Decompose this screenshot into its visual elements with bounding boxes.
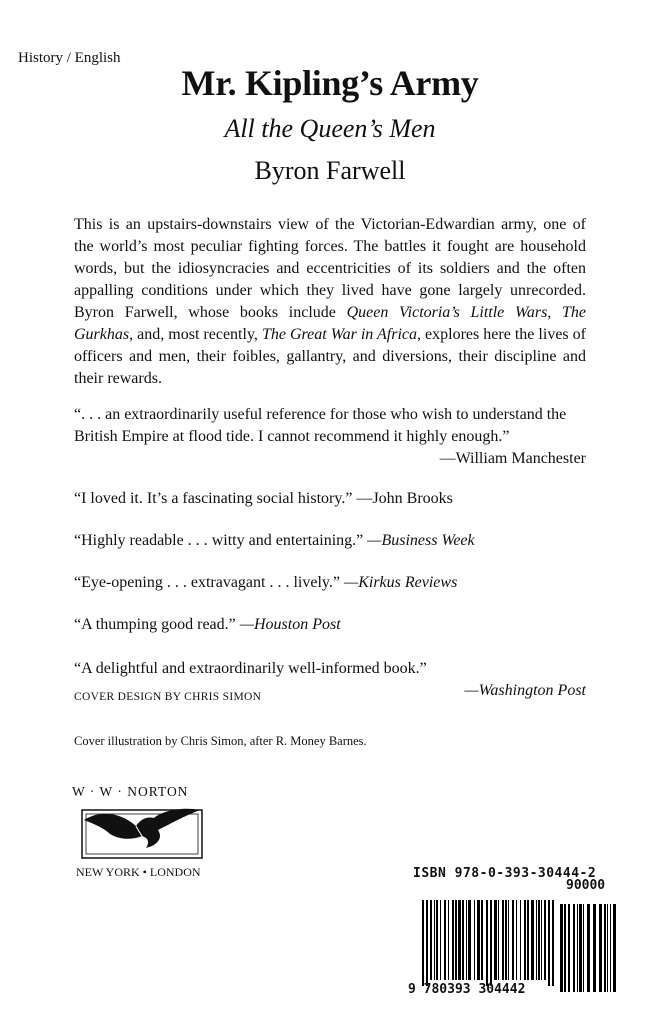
review-quote [74, 572, 586, 594]
review-text: “A thumping good read.” [74, 616, 240, 633]
publisher-name: W · W · NORTON [72, 784, 189, 799]
norton-seagull-logo-icon [80, 800, 204, 860]
blurb-part-1: This is an upstairs-downstairs view of the Victorian-Edwardian army, one of the world’s most peculiar fighting forces. The battles it fought are household words, but the idiosyncracies and eccentricities of its soldiers and the often appalling conditions under which they lived have gone largely unrecorded. Byron Farwell, whose books include [74, 216, 586, 321]
review-quote [74, 404, 586, 470]
blurb-part-3: , explores here the lives of officers and men, their foibles, gallantry, and diversions, their discipline and their rewards. [74, 326, 587, 387]
review-quote [74, 488, 586, 510]
publisher-cities: NEW YORK • LONDON [76, 865, 201, 879]
price-code: 90000 [566, 878, 606, 893]
blurb-part-2: , and, most recently, [129, 326, 262, 343]
category-label: History / English [18, 50, 121, 66]
review-text: “. . . an extraordinarily useful reference for those who wish to understand the British Empire at flood tide. I cannot recommend it highly enough.” [74, 406, 567, 445]
book-subtitle: All the Queen’s Men [224, 114, 436, 143]
review-text: “A delightful and extraordinarily well-informed book.” [74, 660, 427, 677]
review-source: —Washington Post [464, 682, 586, 699]
review-text: “I loved it. It’s a fascinating social history.” [74, 490, 357, 507]
book-author: Byron Farwell [254, 156, 406, 185]
isbn-label: ISBN 978-0-393-30444-2 [413, 866, 597, 881]
cover-illustration-credit: Cover illustration by Chris Simon, after R. Money Barnes. [74, 734, 367, 748]
review-source: —Houston Post [239, 616, 341, 633]
book-blurb [74, 214, 586, 390]
review-quote [74, 530, 586, 552]
review-source: —Business Week [367, 532, 475, 549]
book-title [0, 62, 660, 104]
book-title-text: Mr. Kipling’s Army [181, 63, 479, 103]
cover-design-credit: COVER DESIGN BY CHRIS SIMON [74, 691, 262, 703]
review-source: —William Manchester [439, 450, 586, 467]
review-text: “Highly readable . . . witty and entertaining.” [74, 532, 368, 549]
ean-digits: 9 780393 304442 [408, 982, 526, 997]
review-quote [74, 614, 586, 636]
blurb-book-1: Queen Victoria’s Little Wars, The Gurkhas [74, 304, 586, 343]
review-source: —John Brooks [356, 490, 453, 507]
blurb-book-2: The Great War in Africa [261, 326, 418, 343]
review-source: —Kirkus Reviews [343, 574, 458, 591]
review-text: “Eye-opening . . . extravagant . . . lively.” [74, 574, 344, 591]
